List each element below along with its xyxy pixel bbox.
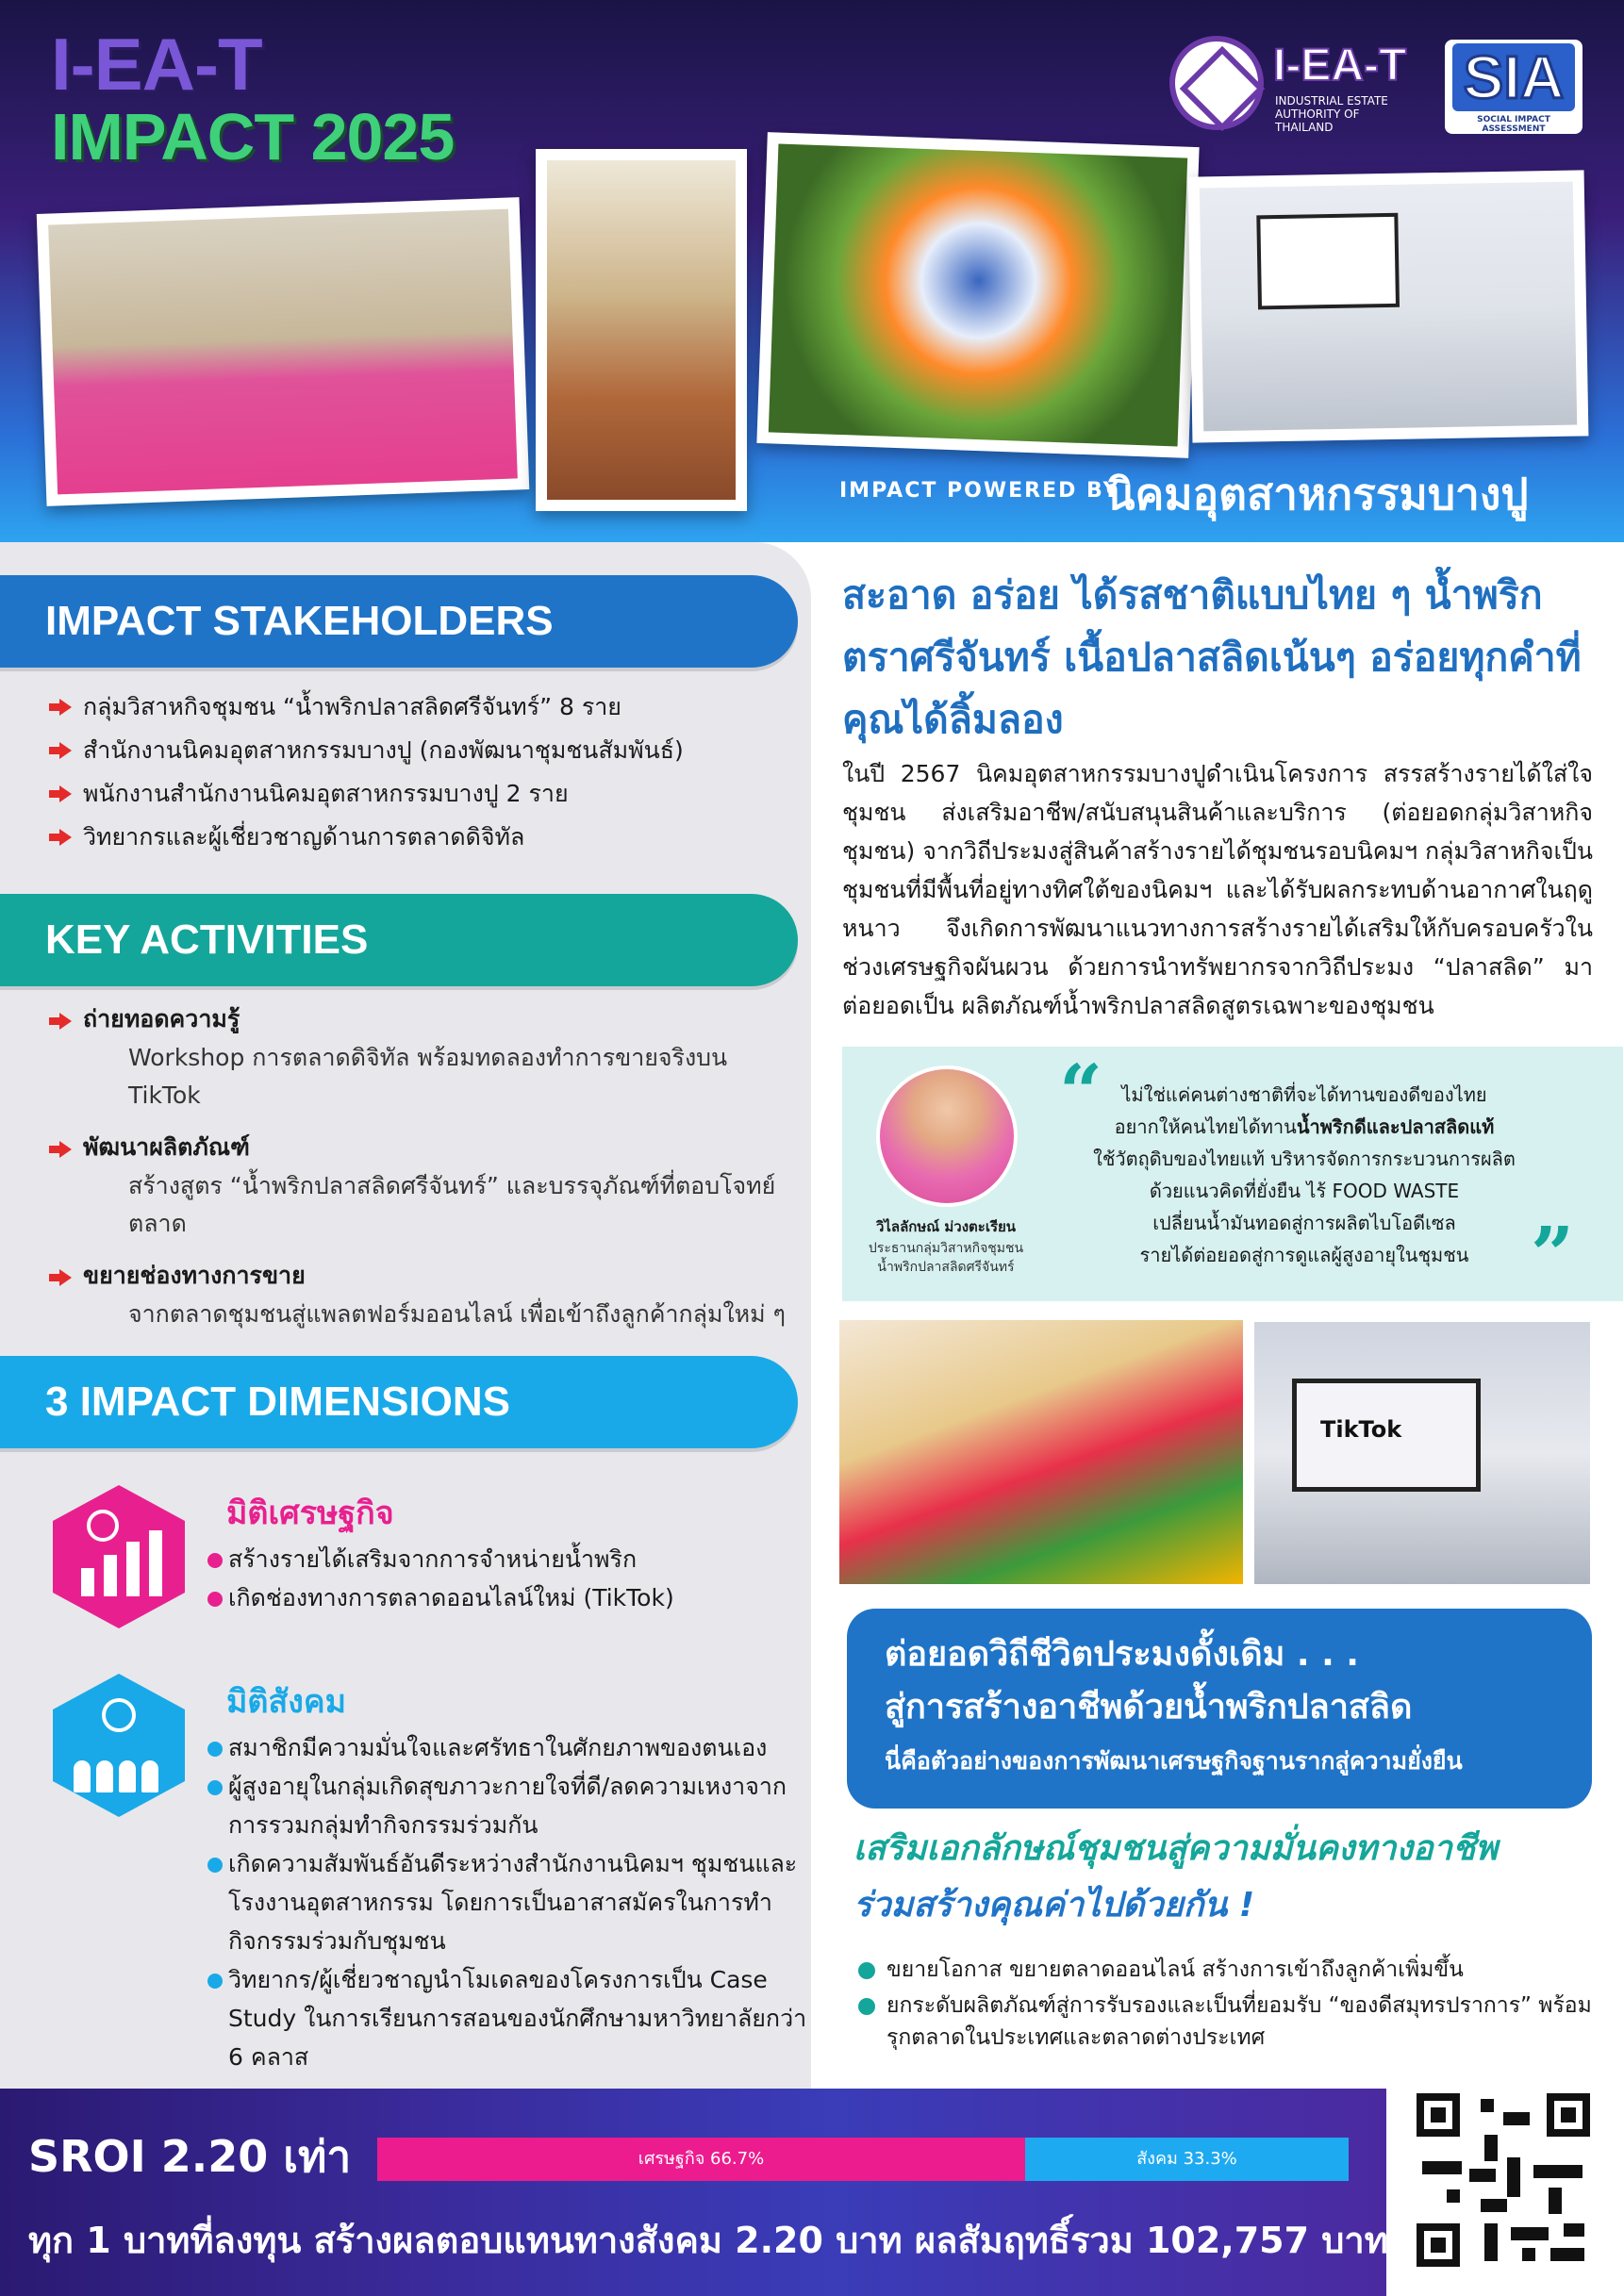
photo-chili-paste-dish [756,132,1199,458]
sroi-bar-social [1025,2138,1349,2181]
sroi-summary: ทุก 1 บาทที่ลงทุน สร้างผลตอบแทนทางสังคม 2.20 บาท ผลสัมฤทธิ์รวม 102,757 บาท [28,2220,1388,2261]
callout-box [847,1609,1592,1809]
photo-tiktok-workshop [1254,1322,1590,1584]
activities-list [49,999,804,1346]
list-item: พนักงานสำนักงานนิคมอุตสาหกรรมบางปู 2 ราย [49,772,804,816]
story-headline: สะอาด อร่อย ได้รสชาติแบบไทย ๆ น้ำพริกตราศรีจันทร์ เนื้อปลาสลิดเน้นๆ อร่อยทุกคำที่คุณได้ลิ้มลอง [842,572,1582,742]
story-intro: ในปี 2567 นิคมอุตสาหกรรมบางปูดำเนินโครงการ สรรสร้างรายได้ใส่ใจชุมชน ส่งเสริมอาชีพ/สนับสนุนสินค้าและบริการ (ต่อยอดกลุ่มวิสาหกิจชุมชน) จากวิถีประมงสู่สินค้าสร้างรายได้ชุมชนรอบนิคมฯ กลุ่มวิสาหกิจเป็นชุมชนที่มีพื้นที่อยู่ทางทิศใต้ของนิคมฯ และได้รับผลกระทบด้านอากาศในฤดูหนาว จึงเกิดการพัฒนาแนวทางการสร้างรายได้เสริมให้กับครอบครัวในช่วงเศรษฐกิจผันผวน ด้วยการนำทรัพยากรจากวิถีประมง “ปลาสลิด” มาต่อยอดเป็น ผลิตภัณฑ์น้ำพริกปลาสลิดสูตรเฉพาะของชุมชน [842,760,1593,1019]
ieat-logo [1169,36,1415,134]
photo-workshop [1188,170,1589,442]
stakeholders-heading: IMPACT STAKEHOLDERS [0,575,798,668]
callout-line-3: นี่คือตัวอย่างของการพัฒนาเศรษฐกิจฐานรากสู่ความยั่งยืน [885,1747,1463,1775]
economic-dimension-list [207,1540,811,1617]
sroi-bar-economic-label: เศรษฐกิจ 66.7% [638,2149,765,2169]
qr-code[interactable] [1409,2086,1598,2274]
brand-title: I-EA-T [51,23,262,106]
arrow-right-icon [49,699,72,716]
list-item: กลุ่มวิสาหกิจชุมชน “น้ำพริกปลาสลิดศรีจันทร์” 8 ราย [49,685,804,729]
quote-author-role: ประธานกลุ่มวิสาหกิจชุมชน น้ำพริกปลาสลิดศรีจันทร์ [868,1241,1024,1275]
arrow-right-icon [49,1269,72,1286]
sia-logo [1445,40,1583,134]
list-item: สมาชิกมีความมั่นใจและศรัทธาในศักยภาพของตนเอง [207,1728,811,1767]
activity-title: ขยายช่องทางการขาย [49,1256,804,1296]
callout-line-1: ต่อยอดวิถีชีวิตประมงดั้งเดิม . . . [885,1635,1359,1674]
social-dimension-title: มิติสังคม [226,1683,347,1721]
testimonial-quote [842,1047,1623,1301]
arrow-right-icon [49,1141,72,1158]
list-item: ยกระดับผลิตภัณฑ์สู่การรับรองและเป็นที่ยอมรับ “ของดีสมุทรปราการ” พร้อมรุกตลาดในประเทศและตลาดต่างประเทศ [858,1990,1613,2054]
arrow-right-icon [49,829,72,846]
activity-desc: Workshop การตลาดดิจิทัล พร้อมทดลองทำการขายจริงบน TikTok [128,1044,728,1109]
open-quote-icon: “ [1059,1048,1103,1136]
sroi-bar-economic [377,2138,1025,2181]
activity-desc: สร้างสูตร “น้ำพริกปลาสลิดศรีจันทร์” และบรรจุภัณฑ์ที่ตอบโจทย์ตลาด [128,1172,776,1237]
activities-heading: KEY ACTIVITIES [0,894,798,986]
arrow-right-icon [49,742,72,759]
arrow-right-icon [49,785,72,802]
activity-desc: จากตลาดชุมชนสู่แพลตฟอร์มออนไลน์ เพื่อเข้าถึงลูกค้ากลุ่มใหม่ ๆ [128,1300,786,1328]
list-item: เกิดความสัมพันธ์อันดีระหว่างสำนักงานนิคมฯ ชุมชนและโรงงานอุตสาหกรรม โดยการเป็นอาสาสมัครในการทำกิจกรรมร่วมกับชุมชน [207,1844,811,1960]
quote-text: ไม่ใช่แค่คนต่างชาติที่จะได้ทานของดีของไทย อยากให้คนไทยได้ทานน้ำพริกดีและปลาสลิดแท้ ใช้วัตถุดิบของไทยแท้ บริหารจัดการกระบวนการผลิต ด้วยแนวคิดที่ยั่งยืน ไร้ FOOD WASTE เปลี่ยนน้ำมันทอดสู่การผลิตไบโอดีเซล รายได้ต่อยอดสู่การดูแลผู้สูงอายุในชุมชน [1093,1083,1516,1266]
sroi-label: SROI 2.20 เท่า [28,2131,352,2182]
callout-line-2: สู่การสร้างอาชีพด้วยน้ำพริกปลาสลิด [885,1688,1413,1726]
sia-logo-text: SIA [1452,43,1575,111]
list-item: ขยายโอกาส ขยายตลาดออนไลน์ สร้างการเข้าถึงลูกค้าเพิ่มขึ้น [858,1954,1613,1986]
photo-products-market [839,1320,1243,1584]
ieat-logo-text: I-EA-T [1273,41,1407,91]
ieat-logo-icon [1169,36,1264,130]
avatar [876,1065,1018,1207]
left-column [0,542,811,2089]
list-item: เกิดช่องทางการตลาดออนไลน์ใหม่ (TikTok) [207,1578,811,1617]
list-item: สำนักงานนิคมอุตสาหกรรมบางปู (กองพัฒนาชุมชนสัมพันธ์) [49,729,804,772]
slogan-line-2: ร่วมสร้างคุณค่าไปด้วยกัน ! [853,1886,1255,1924]
list-item: ผู้สูงอายุในกลุ่มเกิดสุขภาวะกายใจที่ดี/ลดความเหงาจากการรวมกลุ่มทำกิจกรรมร่วมกัน [207,1767,811,1844]
powered-by-value: นิคมอุตสาหกรรมบางปู [1105,469,1529,520]
stakeholders-list [49,685,804,859]
list-item: วิทยากร/ผู้เชี่ยวชาญนำโมเดลของโครงการเป็น Case Study ในการเรียนการสอนของนักศึกษามหาวิทยาลัยกว่า 6 คลาส [207,1960,811,2076]
tiktok-label: TikTok [1320,1416,1402,1443]
list-item: สร้างรายได้เสริมจากการจำหน่ายน้ำพริก [207,1540,811,1578]
community-network-icon [53,1674,185,1817]
outcomes-list [858,1954,1613,2057]
sia-logo-subtext: SOCIAL IMPACT ASSESSMENT [1477,115,1550,134]
close-quote-icon: ” [1531,1210,1575,1298]
sroi-footer [0,2089,1386,2296]
powered-by-label: IMPACT POWERED BY [839,479,1120,503]
money-growth-icon [53,1485,185,1628]
economic-dimension-title: มิติเศรษฐกิจ [226,1495,394,1532]
sroi-bar-social-label: สังคม 33.3% [1136,2149,1237,2169]
activity-title: ถ่ายทอดความรู้ [49,999,804,1039]
dimensions-heading: 3 IMPACT DIMENSIONS [0,1356,798,1448]
slogan-line-1: เสริมเอกลักษณ์ชุมชนสู่ความมั่นคงทางอาชีพ [853,1829,1498,1868]
photo-product-display [536,149,747,511]
social-dimension-list [207,1728,811,2076]
brand-subtitle: IMPACT 2025 [51,100,455,173]
arrow-right-icon [49,1013,72,1030]
list-item: วิทยากรและผู้เชี่ยวชาญด้านการตลาดดิจิทัล [49,816,804,859]
sroi-share-bar [377,2138,1349,2181]
activity-title: พัฒนาผลิตภัณฑ์ [49,1128,804,1167]
quote-author-name: วิไลลักษณ์ ม่วงตะเรียน [875,1218,1017,1235]
photo-community-group [37,197,530,506]
ieat-logo-subtext: INDUSTRIAL ESTATE AUTHORITY OF THAILAND [1275,94,1388,134]
header-banner [0,0,1624,542]
